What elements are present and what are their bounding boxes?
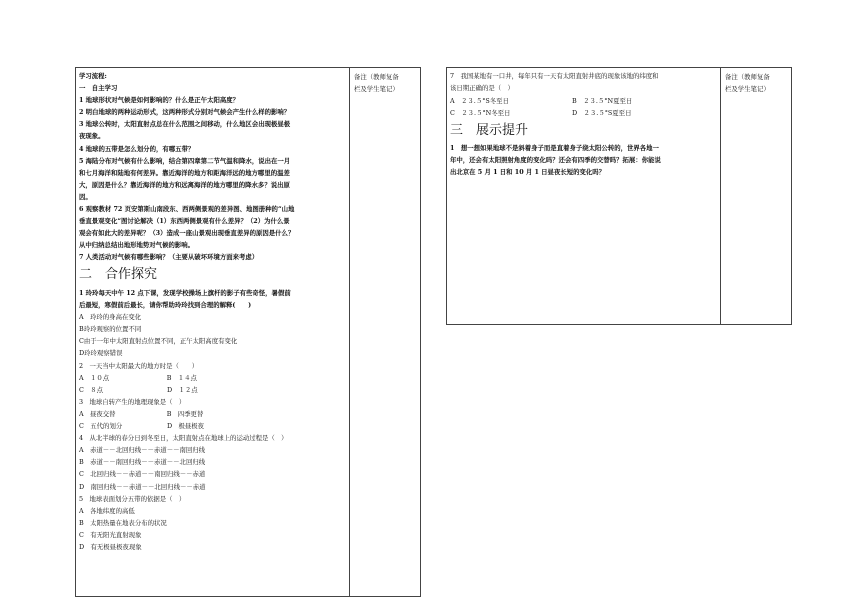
coop-q1-option-d: D玲玲观察错误	[79, 349, 123, 358]
coop-q2-options-ab: A １０点 B １４点	[79, 373, 197, 382]
study-question-6-cont: 垂直景观变化“图讨论解决（1）东西两侧景观有什么差异？（2）为什么景	[79, 217, 290, 226]
coop-question-4: 4 从北半球的春分日到冬至日，太阳直射点在地球上的运动过程是（ ）	[79, 434, 288, 443]
right-q7	[450, 70, 659, 94]
coop-question-3: 3 地球自转产生的地理现象是（ ）	[79, 397, 186, 406]
left-notes-column-header	[354, 71, 399, 95]
cooperative-heading: 二 合作探究	[79, 267, 158, 282]
q7-text: 7 我国某地有一口井，每年只有一天有太阳直射井底的现象该地的纬度和	[450, 72, 659, 80]
self-study-section	[79, 70, 294, 264]
showcase-question-1: 1 想一想如果地球不是斜着身子而是直着身子绕太阳公转的，世界各地一	[450, 144, 659, 152]
coop-question-1-cont: 后最短，寒假前后最长，请你帮助玲玲找到合理的解释( )	[79, 301, 252, 310]
coop-q1-option-c: C由于一年中太阳直射点位置不同，正午太阳高度有变化	[79, 337, 238, 346]
showcase-heading: 三 展示提升	[450, 123, 529, 138]
study-question-5-cont: 和七月海洋和陆地有何差异。靠近海洋的地方和距海洋远的地方哪里的温差	[79, 168, 290, 177]
q7-text-cont: 该日期正确的是（ ）	[450, 84, 514, 93]
coop-q2-options-cd: C ８点 D １２点	[79, 385, 198, 394]
study-question-3-cont: 夜现象。	[79, 132, 105, 141]
study-question-3: 3 地球公转时，太阳直射点总在什么范围之间移动，什么地区会出现极昼极	[79, 120, 291, 129]
right-notes-column-header	[725, 71, 770, 95]
showcase-question-1-cont: 年中，还会有太阳照射角度的变化吗？还会有四季的交替吗？拓展：你能说	[450, 156, 661, 165]
notes-label-line-1: 备注（教师复备	[725, 73, 770, 81]
coop-q3-options-ab: A 昼夜交替 B 四季更替	[79, 409, 204, 418]
flow-title: 学习流程:	[79, 72, 107, 80]
coop-question-1: 1 玲玲每天中午 12 点下课，发现学校操场上旗杆的影子有些奇怪，暑假前	[79, 289, 291, 297]
coop-q3-options-cd: C 五代的划分 D 极昼极夜	[79, 422, 205, 431]
left-table-divider	[349, 67, 350, 597]
coop-q5-option-c: C 有无阳光直射现象	[79, 530, 142, 539]
study-question-5-cont: 大，原因是什么？靠近海洋的地方和远离海洋的地方哪里的降水多？说出原	[79, 180, 290, 189]
study-question-1: 1 地球形状对气候是如何影响的？什么是正午太阳高度？	[79, 96, 240, 105]
coop-q5-option-a: A 各地纬度的高低	[79, 506, 135, 515]
study-question-6-cont: 观会有如此大的差异呢？（3）造成一座山景观出现垂直差异的原因是什么？	[79, 229, 295, 238]
study-question-4: 4 地球的五带是怎么划分的，有哪五带？	[79, 144, 195, 153]
study-question-6: 6 观察教材 72 页安第斯山南段东、西两侧景观的差异图、地图册种的“山地	[79, 205, 295, 214]
coop-q5-option-d: D 有无极昼极夜现象	[79, 542, 142, 551]
coop-q1-option-b: B玲玲观察的位置不同	[79, 325, 142, 334]
study-question-2: 2 明白地球的两种运动形式，这两种形式分别对气候会产生什么样的影响？	[79, 108, 291, 117]
coop-q4-option-d: D 南回归线－－赤道－－北回归线－－赤道	[79, 482, 206, 491]
study-question-6-cont: 从中归纳总结出地形地势对气候的影响。	[79, 241, 195, 250]
coop-q4-option-a: A 赤道－－北回归线－－赤道－－南回归线	[79, 446, 206, 455]
notes-label-line-2: 栏及学生笔记）	[354, 85, 399, 94]
section-one-heading: 一 自主学习	[79, 84, 118, 93]
notes-label-line-1: 备注（教师复备	[354, 73, 399, 81]
right-table-divider	[720, 67, 721, 325]
coop-q4-option-c: C 北回归线－－赤道－－南回归线－－赤道	[79, 470, 206, 479]
coop-q4-option-b: B 赤道－－南回归线－－赤道－－北回归线	[79, 458, 206, 467]
q7-option-b: B ２３.５°N夏至日	[572, 97, 633, 105]
study-question-7: 7 人类活动对气候有哪些影响？（主要从破坏环境方面来考虑）	[79, 253, 259, 262]
q7-option-c: C ２３.５°N冬至日	[450, 109, 511, 117]
notes-label-line-2: 栏及学生笔记）	[725, 85, 770, 94]
showcase-question-1-cont: 出北京在 5 月 1 日和 10 月 1 日昼夜长短的变化吗？	[450, 168, 606, 177]
study-question-5: 5 海陆分布对气候有什么影响，结合第四章第二节气温和降水，说出在一月	[79, 156, 291, 165]
coop-question-5: 5 地球表面划分五带的依据是（ ）	[79, 494, 186, 503]
cooperative-section	[79, 287, 291, 553]
q7-option-d: D ２３.５°S夏至日	[572, 109, 632, 117]
coop-question-2: 2 一天当中太阳最大的地方时是（ ）	[79, 361, 199, 370]
showcase-section	[450, 142, 661, 178]
q7-option-a: A ２３.５°S冬至日	[450, 97, 509, 105]
coop-q5-option-b: B 太阳热量在地表分布的状况	[79, 518, 167, 527]
study-question-5-cont: 因。	[79, 192, 92, 201]
coop-q1-option-a: A 玲玲的身高在变化	[79, 313, 142, 322]
